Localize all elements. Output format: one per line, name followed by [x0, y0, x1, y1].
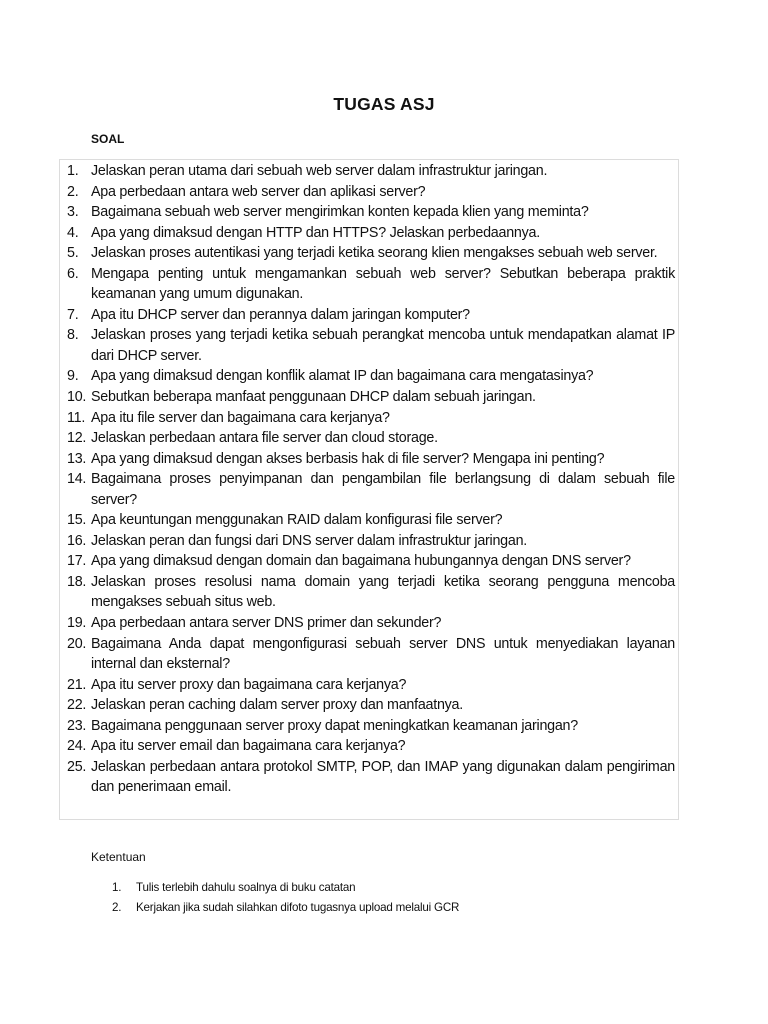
- section-label-soal: SOAL: [91, 132, 125, 146]
- question-item-text: Jelaskan perbedaan antara protokol SMTP, POP, dan IMAP yang digunakan dalam pengiriman dan penerimaan email.: [91, 758, 675, 796]
- question-item: [67, 161, 675, 182]
- question-item-text: Apa itu DHCP server dan perannya dalam jaringan komputer?: [91, 306, 470, 323]
- question-item-number: 22.: [67, 697, 87, 714]
- question-item-number: 8.: [67, 327, 79, 344]
- question-item-text: Jelaskan peran caching dalam server proxy dan manfaatnya.: [91, 697, 463, 714]
- rule-item-number: 2.: [112, 901, 122, 914]
- document-title: TUGAS ASJ: [333, 94, 435, 114]
- rule-item: [112, 878, 672, 898]
- question-item-number: 14.: [67, 471, 87, 488]
- question-item-text: Apa itu file server dan bagaimana cara kerjanya?: [91, 409, 390, 426]
- question-item-text: Apa keuntungan menggunakan RAID dalam konfigurasi file server?: [91, 512, 503, 529]
- question-item-text: Apa yang dimaksud dengan HTTP dan HTTPS? Jelaskan perbedaannya.: [91, 224, 540, 241]
- question-item: [67, 428, 675, 449]
- question-table: [59, 159, 679, 820]
- question-item-text: Jelaskan perbedaan antara file server dan cloud storage.: [91, 430, 438, 447]
- question-item-number: 4.: [67, 224, 79, 241]
- question-item-number: 16.: [67, 532, 87, 549]
- question-item-text: Bagaimana Anda dapat mengonfigurasi sebuah server DNS untuk menyediakan layanan internal dan eksternal?: [91, 635, 675, 673]
- question-item-text: Bagaimana sebuah web server mengirimkan konten kepada klien yang meminta?: [91, 204, 589, 221]
- question-item-text: Mengapa penting untuk mengamankan sebuah web server? Sebutkan beberapa praktik keamanan yang umum digunakan.: [91, 265, 675, 303]
- question-item-text: Apa perbedaan antara server DNS primer dan sekunder?: [91, 615, 442, 632]
- question-item: [67, 264, 675, 305]
- question-item-number: 9.: [67, 368, 79, 385]
- question-item-number: 1.: [67, 163, 79, 179]
- question-item-text: Jelaskan peran utama dari sebuah web server dalam infrastruktur jaringan.: [91, 163, 548, 179]
- question-item: [67, 551, 675, 572]
- question-item: [67, 736, 675, 757]
- question-list: [67, 161, 675, 798]
- rule-item: [112, 898, 672, 918]
- rule-item-number: 1.: [112, 881, 122, 894]
- question-item: [67, 202, 675, 223]
- question-item-number: 10.: [67, 389, 87, 406]
- question-item-number: 7.: [67, 306, 79, 323]
- question-item-text: Jelaskan proses resolusi nama domain yang terjadi ketika seorang pengguna mencoba mengakses sebuah situs web.: [91, 573, 675, 611]
- question-item: [67, 695, 675, 716]
- rule-item-text: Kerjakan jika sudah silahkan difoto tugasnya upload melalui GCR: [136, 901, 460, 914]
- question-item: [67, 243, 675, 264]
- question-item-number: 24.: [67, 738, 87, 755]
- question-item-number: 6.: [67, 265, 79, 282]
- question-item: [67, 305, 675, 326]
- question-item: [67, 325, 675, 366]
- question-item: [67, 408, 675, 429]
- question-item-number: 17.: [67, 553, 87, 570]
- question-item-number: 25.: [67, 758, 87, 775]
- question-item-number: 12.: [67, 430, 87, 447]
- question-item: [67, 613, 675, 634]
- question-item: [67, 449, 675, 470]
- question-item-text: Bagaimana proses penyimpanan dan pengambilan file berlangsung di dalam sebuah file server?: [91, 471, 675, 508]
- question-item: [67, 675, 675, 696]
- question-item-number: 20.: [67, 635, 87, 652]
- question-item-number: 21.: [67, 676, 87, 693]
- question-item: [67, 716, 675, 737]
- question-item: [67, 757, 675, 798]
- rules-label: Ketentuan: [91, 850, 146, 864]
- rules-list: [112, 878, 672, 918]
- question-item-number: 23.: [67, 717, 87, 734]
- question-item-text: Apa itu server proxy dan bagaimana cara kerjanya?: [91, 676, 407, 693]
- question-item-number: 18.: [67, 573, 87, 590]
- question-item-number: 19.: [67, 615, 87, 632]
- question-item-text: Apa yang dimaksud dengan konflik alamat IP dan bagaimana cara mengatasinya?: [91, 368, 594, 385]
- question-item: [67, 223, 675, 244]
- rule-item-text: Tulis terlebih dahulu soalnya di buku catatan: [136, 881, 356, 894]
- question-item-number: 15.: [67, 512, 87, 529]
- question-item: [67, 634, 675, 675]
- question-item: [67, 572, 675, 613]
- question-item-number: 2.: [67, 183, 79, 200]
- question-item: [67, 510, 675, 531]
- question-item-number: 11.: [67, 409, 86, 426]
- question-item-number: 3.: [67, 204, 79, 221]
- question-item-text: Apa yang dimaksud dengan domain dan bagaimana hubungannya dengan DNS server?: [91, 553, 631, 570]
- question-item: [67, 182, 675, 203]
- question-item-text: Apa itu server email dan bagaimana cara kerjanya?: [91, 738, 406, 755]
- question-item-number: 5.: [67, 245, 79, 262]
- question-item-text: Apa yang dimaksud dengan akses berbasis hak di file server? Mengapa ini penting?: [91, 450, 605, 467]
- question-item-text: Apa perbedaan antara web server dan aplikasi server?: [91, 183, 426, 200]
- question-item: [67, 366, 675, 387]
- question-item-text: Sebutkan beberapa manfaat penggunaan DHCP dalam sebuah jaringan.: [91, 389, 536, 406]
- question-item-number: 13.: [67, 450, 87, 467]
- question-item-text: Bagaimana penggunaan server proxy dapat meningkatkan keamanan jaringan?: [91, 717, 578, 734]
- question-item: [67, 387, 675, 408]
- question-item-text: Jelaskan proses yang terjadi ketika sebuah perangkat mencoba untuk mendapatkan alamat IP dari DHCP server.: [91, 327, 675, 364]
- question-item: [67, 531, 675, 552]
- question-item-text: Jelaskan proses autentikasi yang terjadi ketika seorang klien mengakses sebuah web server.: [91, 245, 658, 262]
- question-item-text: Jelaskan peran dan fungsi dari DNS server dalam infrastruktur jaringan.: [91, 532, 528, 549]
- question-item: [67, 469, 675, 510]
